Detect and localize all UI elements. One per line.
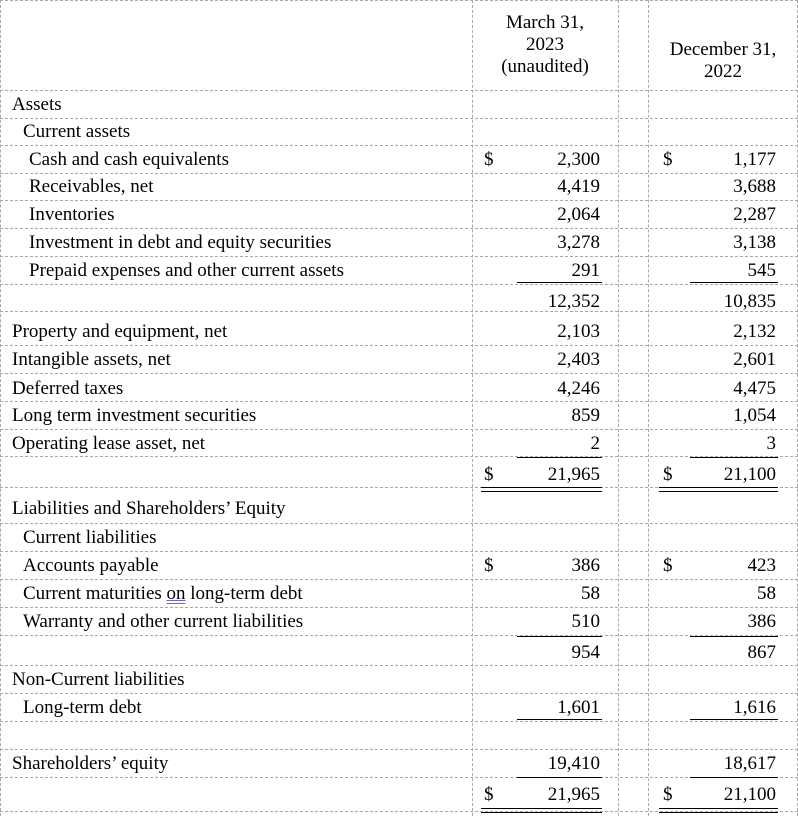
value-march-2023: 859 [571,405,600,426]
value-december-2022: 3,688 [733,176,776,197]
value-december-2022: 1,616 [733,697,776,718]
current-assets-total-march-2023: 12,352 [547,291,600,312]
current-liabilities-total-march-2023: 954 [571,642,600,663]
value-december-2022: 58 [757,583,776,604]
value-march-2023: 2,300 [557,149,600,170]
row-label: Investment in debt and equity securities [29,232,332,253]
double-total-rule [481,487,602,492]
subtotal-rule [690,636,778,637]
value-december-2022: 2,132 [733,321,776,342]
proofing-underline: on [166,583,186,604]
row-label: Current maturities on long-term debt [23,583,303,604]
value-december-2022: 423 [747,555,776,576]
value-march-2023: 19,410 [547,753,600,774]
value-december-2022: 2,287 [733,204,776,225]
value-march-2023: 4,419 [557,176,600,197]
row-label: Accounts payable [23,555,159,576]
total-assets-march-2023: 21,965 [547,464,600,485]
value-march-2023: 291 [571,260,600,281]
total-rule [517,777,602,778]
row-label: Warranty and other current liabilities [23,611,304,632]
value-december-2022: 18,617 [723,753,776,774]
subheading-non-current-liabilities: Non-Current liabilities [12,669,185,690]
value-march-2023: 2,403 [557,349,600,370]
total-rule [690,457,778,458]
row-label: Deferred taxes [12,378,124,399]
total-rule [690,777,778,778]
dollar-sign: $ [484,464,494,485]
value-december-2022: 386 [747,611,776,632]
row-label: Cash and cash equivalents [29,149,229,170]
row-label: Operating lease asset, net [12,433,206,454]
row-label: Prepaid expenses and other current assets [29,260,344,281]
current-liabilities-total-december-2022: 867 [747,642,776,663]
row-label: Receivables, net [29,176,154,197]
total-liabilities-equity-march-2023: 21,965 [547,784,600,805]
double-total-rule [659,487,778,492]
double-total-rule [481,808,602,813]
value-march-2023: 2,103 [557,321,600,342]
dollar-sign: $ [484,555,494,576]
current-assets-total-december-2022: 10,835 [723,291,776,312]
section-heading-assets: Assets [12,94,62,115]
value-march-2023: 58 [581,583,600,604]
double-total-rule [659,808,778,813]
value-december-2022: 4,475 [733,378,776,399]
row-label: Long term investment securities [12,405,257,426]
value-december-2022: 3,138 [733,232,776,253]
value-march-2023: 2 [590,433,600,454]
dollar-sign: $ [484,784,494,805]
value-december-2022: 3 [766,433,776,454]
subtotal-rule [690,282,778,283]
column-header-december-2022: December 31, 2022 [669,39,777,82]
section-heading-liabilities: Liabilities and Shareholders’ Equity [12,498,286,519]
value-march-2023: 386 [571,555,600,576]
column-header-march-2023: March 31, 2023 (unaudited) [501,12,589,77]
total-liabilities-equity-december-2022: 21,100 [723,784,776,805]
value-december-2022: 2,601 [733,349,776,370]
row-label: Shareholders’ equity [12,753,169,774]
value-march-2023: 510 [571,611,600,632]
dollar-sign: $ [484,149,494,170]
subheading-current-assets: Current assets [23,121,131,142]
subtotal-rule [517,282,602,283]
row-label: Long-term debt [23,697,142,718]
value-march-2023: 2,064 [557,204,600,225]
subtotal-rule [517,719,602,720]
dollar-sign: $ [663,464,673,485]
dollar-sign: $ [663,784,673,805]
value-december-2022: 1,177 [733,149,776,170]
value-december-2022: 545 [747,260,776,281]
row-label: Intangible assets, net [12,349,171,370]
value-march-2023: 1,601 [557,697,600,718]
subheading-current-liabilities: Current liabilities [23,527,157,548]
dollar-sign: $ [663,149,673,170]
value-march-2023: 3,278 [557,232,600,253]
total-rule [517,457,602,458]
subtotal-rule [517,636,602,637]
row-label: Inventories [29,204,115,225]
row-label: Property and equipment, net [12,321,228,342]
total-assets-december-2022: 21,100 [723,464,776,485]
value-december-2022: 1,054 [733,405,776,426]
subtotal-rule [690,719,778,720]
value-march-2023: 4,246 [557,378,600,399]
dollar-sign: $ [663,555,673,576]
